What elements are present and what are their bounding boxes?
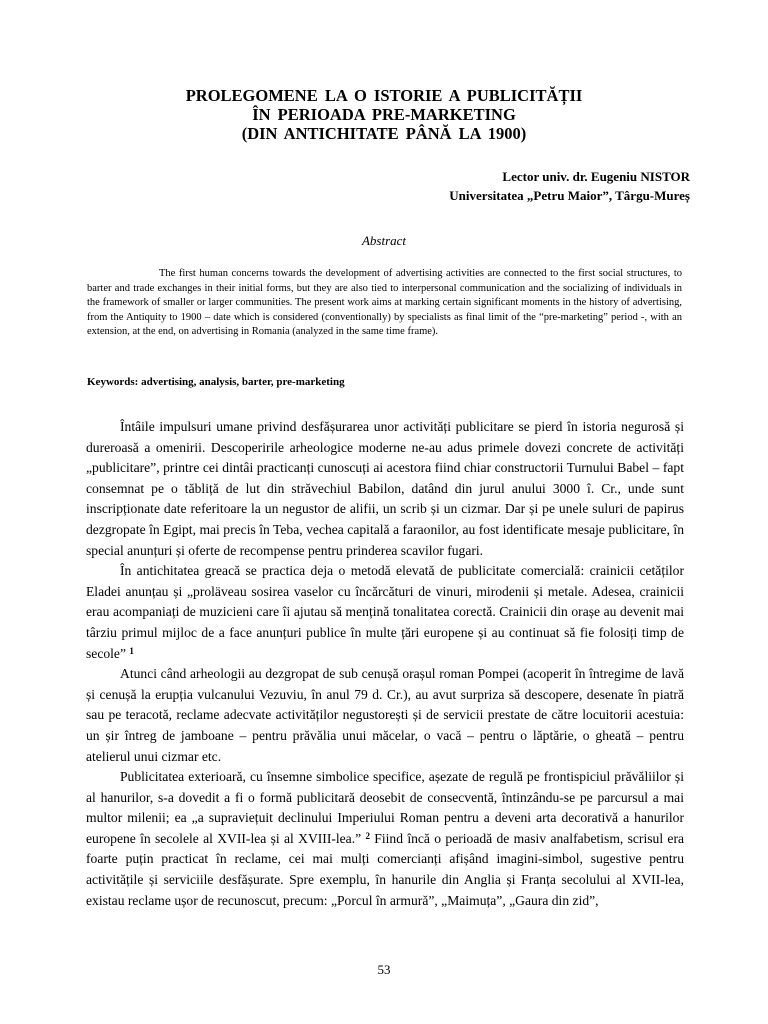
paragraph-4-text-b: Fiind încă o perioadă de masiv analfabetism, scrisul era foarte puțin practicat în reclame, cei mai mulți comercianți afișând imagini-simbol, sugestive pentru activitățile și serviciile desfășurate. Spre exemplu, în hanurile din Anglia și Franța secolului al XVII-lea, existau reclame ușor de recunoscut, precum: „Porcul în armură”, „Maimuța”, „Gaura din zid”, xyxy=(86,830,685,908)
footnote-ref-1[interactable]: 1 xyxy=(129,645,134,656)
author-name: Lector univ. dr. Eugeniu NISTOR xyxy=(502,169,690,184)
body-text xyxy=(86,417,684,911)
title-line-2: ÎN PERIOADA PRE-MARKETING xyxy=(252,105,516,124)
paragraph-4-text-a: Publicitatea exterioară, cu însemne simbolice specifice, așezate de regulă pe frontispiciul prăvăliilor și al hanurilor, s-a dovedit a fi o formă publicitară deosebit de consecventă, întinzându-se pe parcursul a mai multor milenii; ea „a supraviețuit declinului Imperiului Roman pentru a deveni arta decorativă a hanurilor europene în secolele al XVII-lea și al XVIII-lea.” xyxy=(86,769,684,846)
title-line-3: (DIN ANTICHITATE PÂNĂ LA 1900) xyxy=(241,124,527,143)
keywords: Keywords: advertising, analysis, barter, pre-marketing xyxy=(87,376,345,388)
title-line-1: PROLEGOMENE LA O ISTORIE A PUBLICITĂȚII xyxy=(185,86,583,105)
author-block xyxy=(449,167,690,205)
page-number: 53 xyxy=(377,962,391,977)
footnote-ref-2[interactable]: 2 xyxy=(365,830,370,841)
paragraph-2 xyxy=(86,561,684,664)
paper-title xyxy=(60,86,708,143)
paragraph-1: Întâile impulsuri umane privind desfășurarea unor activități publicitare se pierd în istoria negurosă și dureroasă a omenirii. Descoperirile arheologice moderne ne-au adus primele dovezi concrete de activități „publicitare”, printre cei dintâi practicanți cunoscuți ai acestora fiind chiar constructorii Turnului Babel – fapt consemnat pe o tăbliță de lut din străvechiul Babilon, datând din jurul anului 3000 î. Cr., unde sunt inscripționate date referitoare la un negustor de alifii, un scrib și un cizmar. Dar și pe unele suluri de papirus dezgropate în Egipt, mai precis în Teba, vechea capitală a faraonilor, au fost identificate mesaje publicitare, în special anunțuri și oferte de recompense pentru prinderea scavilor fugari. xyxy=(86,419,684,558)
abstract-text: The first human concerns towards the development of advertising activities are connected to the first social structures, to barter and trade exchanges in their initial forms, but they are also tied to interpersonal communication and the socializing of individuals in the framework of smaller or larger communities. The present work aims at marking certain significant moments in the history of advertising, from the Antiquity to 1900 – date which is considered (conventionally) by specialists as final limit of the “pre-marketing” period -, with an extension, at the end, on advertising in Romania (analyzed in the same time frame). xyxy=(87,268,682,338)
author-affiliation: Universitatea „Petru Maior”, Târgu-Mureș xyxy=(449,188,690,203)
paragraph-2-text: În antichitatea greacă se practica deja o metodă elevată de publicitate comercială: crainicii cetăților Eladei anunțau și „proläveau sosirea vaselor cu încărcături de vinuri, mirodenii și metale. Adesea, crainicii erau acompaniați de muzicieni care îi ajutau să mențină tonalitatea corectă. Crainicii din orașe au devenit mai târziu primul mijloc de a face anunțuri publice în multe țări europene și au continuat să fie folosiți timp de secole” xyxy=(86,563,684,661)
abstract-heading: Abstract xyxy=(361,233,407,248)
paragraph-4 xyxy=(86,767,684,911)
paragraph-3: Atunci când arheologii au dezgropat de sub cenușă orașul roman Pompei (acoperit în întregime de lavă și cenușă la erupția vulcanului Vezuviu, în anul 79 d. Cr.), au avut surpriza să descopere, desenate în piatră sau pe teracotă, reclame adecvate activităților negustorești și de servicii prestate de către locuitorii acestuia: un șir întreg de jamboane – pentru prăvălia unui măcelar, o vacă – pentru o lăptărie, o gheată – pentru atelierul unui cizmar etc. xyxy=(86,666,684,764)
